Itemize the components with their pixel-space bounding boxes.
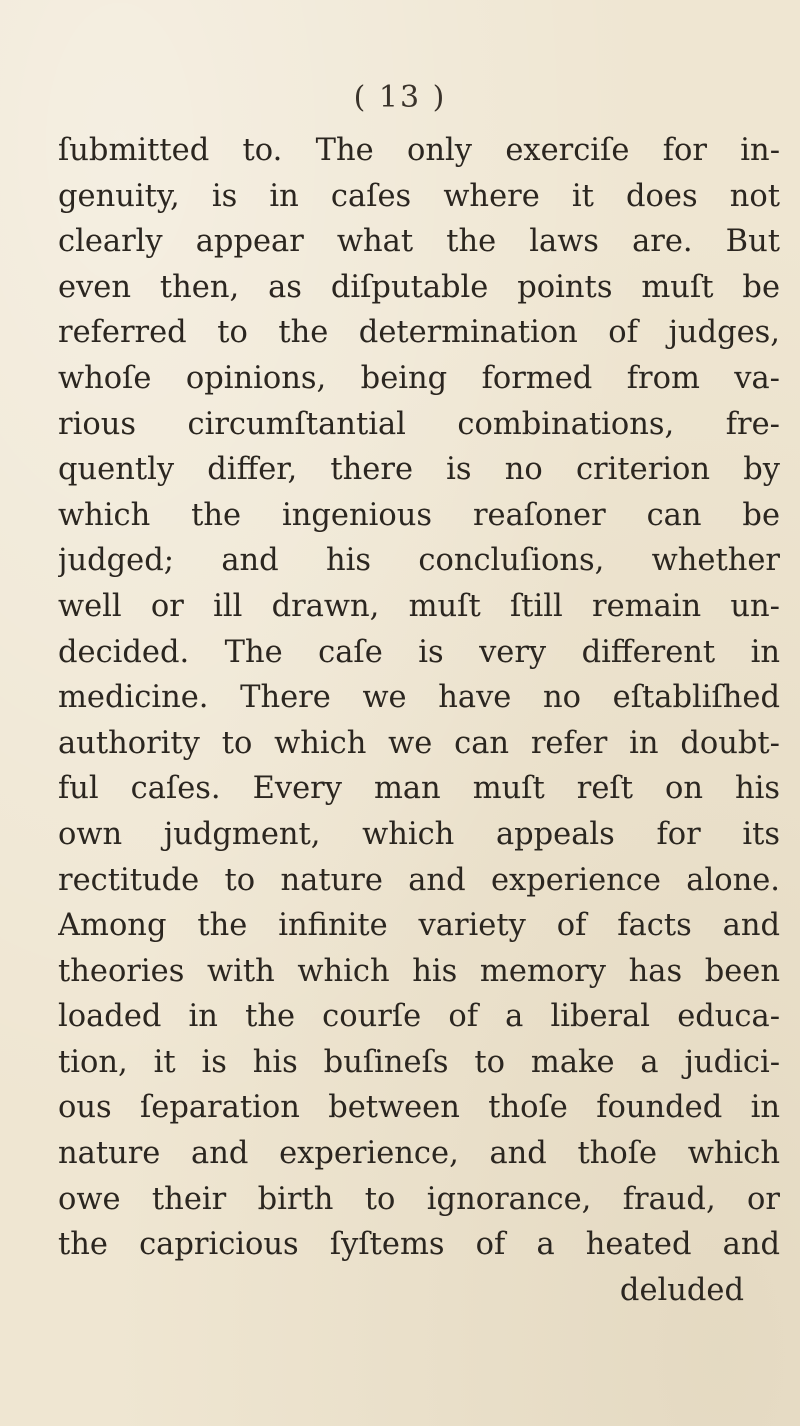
catchword: deluded xyxy=(619,1272,744,1308)
text-line: owe their birth to ignorance, fraud, or xyxy=(58,1181,780,1217)
text-line: the capricious ſyſtems of a heated and xyxy=(58,1227,780,1263)
text-line: whoſe opinions, being formed from va- xyxy=(58,360,780,396)
text-line: medicine. There we have no eſtabliſhed xyxy=(58,680,780,716)
text-line: ſubmitted to. The only exerciſe for in- xyxy=(58,133,780,168)
text-line: tion, it is his buſineſs to make a judici- xyxy=(58,1044,780,1080)
text-line: referred to the determination of judges, xyxy=(58,315,780,351)
text-line: ous ſeparation between thoſe founded in xyxy=(58,1090,780,1126)
text-line: own judgment, which appeals for its xyxy=(58,816,780,852)
text-line: genuity, is in caſes where it does not xyxy=(58,178,780,214)
text-line: loaded in the courſe of a liberal educa- xyxy=(58,999,780,1035)
text-line: Among the infinite variety of facts and xyxy=(58,908,780,944)
text-line: rectitude to nature and experience alone. xyxy=(58,862,780,898)
text-line: even then, as diſputable points muſt be xyxy=(58,269,780,305)
text-line: clearly appear what the laws are. But xyxy=(58,224,780,260)
page-number: ( 13 ) xyxy=(353,80,447,115)
text-line: ful caſes. Every man muſt reſt on his xyxy=(58,771,780,807)
text-line: quently differ, there is no criterion by xyxy=(58,452,780,488)
text-line: well or ill drawn, muſt ſtill remain un- xyxy=(58,588,780,624)
text-line: theories with which his memory has been xyxy=(58,953,780,989)
text-line: decided. The caſe is very different in xyxy=(58,634,780,670)
text-line: rious circumſtantial combinations, fre- xyxy=(58,406,780,442)
text-line: judged; and his concluſions, whether xyxy=(58,543,780,579)
text-line: nature and experience, and thoſe which xyxy=(58,1136,780,1172)
body-text xyxy=(58,128,780,1313)
text-line: authority to which we can refer in doubt- xyxy=(58,725,780,761)
text-line: which the ingenious reaſoner can be xyxy=(58,497,780,533)
